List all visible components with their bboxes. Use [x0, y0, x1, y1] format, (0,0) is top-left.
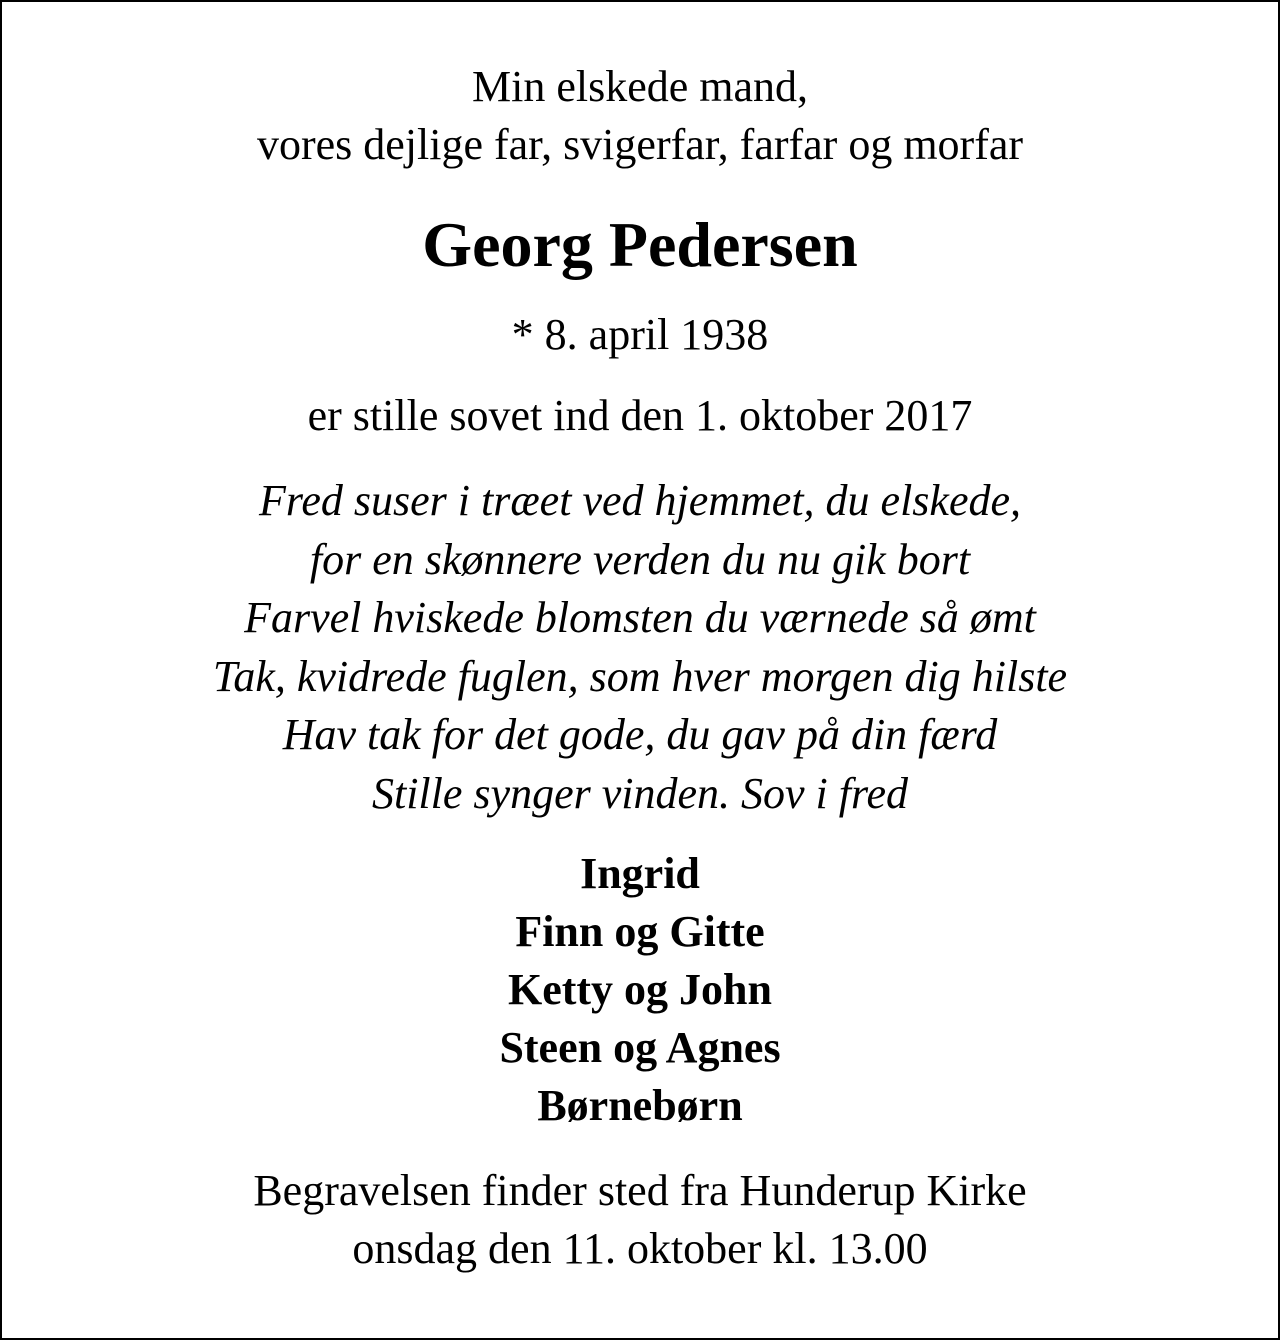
funeral-line: Begravelsen finder sted fra Hunderup Kirke	[253, 1166, 1027, 1215]
deceased-name: Georg Pedersen	[422, 209, 858, 280]
funeral-info	[2, 1162, 1278, 1278]
memorial-poem	[2, 472, 1278, 823]
funeral-line: onsdag den 11. oktober kl. 13.00	[352, 1224, 928, 1273]
poem-line: Hav tak for det gode, du gav på din færd	[282, 710, 998, 759]
death-date: er stille sovet ind den 1. oktober 2017	[307, 391, 973, 440]
poem-line: Stille synger vinden. Sov i fred	[371, 768, 908, 818]
poem-line: Fred suser i træet ved hjemmet, du elskede,	[258, 476, 1022, 525]
intro-line: Min elskede mand,	[471, 62, 809, 111]
poem-line: Tak, kvidrede fuglen, som hver morgen dig hilste	[212, 651, 1068, 701]
family-name: Ketty og John	[508, 965, 772, 1014]
intro-line: vores dejlige far, svigerfar, farfar og morfar	[256, 120, 1024, 169]
poem-line: for en skønnere verden du nu gik bort	[309, 534, 971, 584]
intro-text	[2, 58, 1278, 174]
poem-line: Farvel hviskede blomsten du værnede så ømt	[244, 593, 1036, 642]
family-name: Steen og Agnes	[499, 1023, 781, 1072]
family-signatures	[2, 845, 1278, 1135]
family-name: Finn og Gitte	[515, 907, 765, 956]
birth-date: * 8. april 1938	[511, 310, 769, 359]
family-name: Ingrid	[580, 849, 700, 898]
family-name: Børnebørn	[537, 1081, 743, 1130]
